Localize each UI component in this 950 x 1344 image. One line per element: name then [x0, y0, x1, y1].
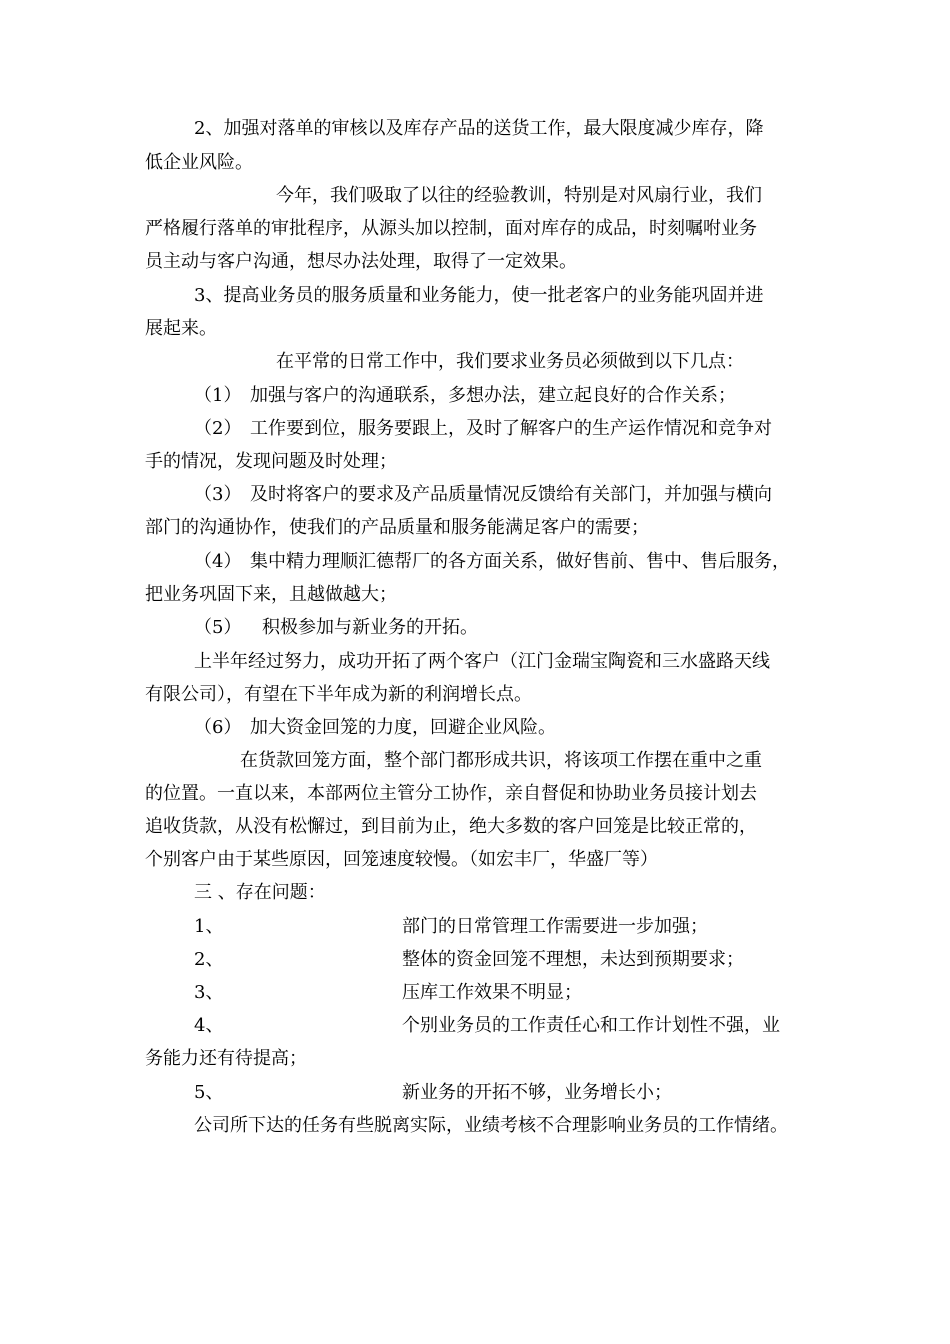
item-4-text-line-2: 把业务巩固下来，且越做越大；	[145, 584, 397, 605]
problem-4-number: 4、	[194, 1015, 224, 1036]
item-2-number: （2）	[194, 418, 242, 439]
paragraph-2-line-2: 低企业风险。	[145, 152, 253, 173]
closing-paragraph: 公司所下达的任务有些脱离实际，业绩考核不合理影响业务员的工作情绪。	[194, 1115, 788, 1136]
paragraph-3-line-2: 展起来。	[145, 318, 217, 339]
item-5-number: （5）	[194, 617, 242, 638]
problem-2-number: 2、	[194, 949, 224, 970]
payment-line-1: 在货款回笼方面，整个部门都形成共识，将该项工作摆在重中之重	[240, 750, 762, 771]
item-3-text-line-1: 及时将客户的要求及产品质量情况反馈给有关部门，并加强与横向	[250, 484, 772, 505]
payment-line-4: 个别客户由于某些原因，回笼速度较慢。（如宏丰厂，华盛厂等）	[145, 849, 658, 870]
paragraph-2-line-1: 2、加强对落单的审核以及库存产品的送货工作，最大限度减少库存，降	[194, 118, 764, 139]
paragraph-3-intro: 在平常的日常工作中，我们要求业务员必须做到以下几点：	[276, 351, 744, 372]
section-3-heading: 三 、存在问题：	[194, 882, 326, 903]
problem-3-text: 压库工作效果不明显；	[402, 982, 582, 1003]
problem-1-number: 1、	[194, 916, 224, 937]
problem-1-text: 部门的日常管理工作需要进一步加强；	[402, 916, 708, 937]
problem-4-text-line-1: 个别业务员的工作责任心和工作计划性不强，业	[402, 1015, 780, 1036]
problem-5-number: 5、	[194, 1082, 224, 1103]
item-1-text: 加强与客户的沟通联系，多想办法，建立起良好的合作关系；	[250, 385, 736, 406]
paragraph-2-detail-line-1: 今年，我们吸取了以往的经验教训，特别是对风扇行业，我们	[276, 185, 762, 206]
problem-4-text-line-2: 务能力还有待提高；	[145, 1048, 307, 1069]
item-1-number: （1）	[194, 385, 242, 406]
item-3-number: （3）	[194, 484, 242, 505]
paragraph-2-detail-line-3: 员主动与客户沟通，想尽办法处理，取得了一定效果。	[145, 251, 577, 272]
payment-line-3: 追收货款，从没有松懈过，到目前为止，绝大多数的客户回笼是比较正常的，	[145, 816, 757, 837]
problem-5-text: 新业务的开拓不够，业务增长小；	[402, 1082, 672, 1103]
problem-3-number: 3、	[194, 982, 224, 1003]
item-4-number: （4）	[194, 551, 242, 572]
new-clients-line-2: 有限公司），有望在下半年成为新的利润增长点。	[145, 684, 532, 705]
paragraph-2-detail-line-2: 严格履行落单的审批程序，从源头加以控制，面对库存的成品，时刻嘱咐业务	[145, 218, 757, 239]
item-6-text: 加大资金回笼的力度，回避企业风险。	[250, 717, 556, 738]
item-2-text-line-2: 手的情况，发现问题及时处理；	[145, 451, 397, 472]
payment-line-2: 的位置。一直以来，本部两位主管分工协作，亲自督促和协助业务员接计划去	[145, 783, 757, 804]
new-clients-line-1: 上半年经过努力，成功开拓了两个客户（江门金瑞宝陶瓷和三水盛路天线	[194, 651, 770, 672]
item-6-number: （6）	[194, 717, 242, 738]
item-5-text: 积极参加与新业务的开拓。	[262, 617, 478, 638]
item-2-text-line-1: 工作要到位，服务要跟上，及时了解客户的生产运作情况和竞争对	[250, 418, 772, 439]
item-4-text-line-1: 集中精力理顺汇德帮厂的各方面关系，做好售前、售中、售后服务，	[250, 551, 790, 572]
item-3-text-line-2: 部门的沟通协作，使我们的产品质量和服务能满足客户的需要；	[145, 517, 649, 538]
problem-2-text: 整体的资金回笼不理想，未达到预期要求；	[402, 949, 744, 970]
paragraph-3-line-1: 3、提高业务员的服务质量和业务能力，使一批老客户的业务能巩固并进	[194, 285, 764, 306]
